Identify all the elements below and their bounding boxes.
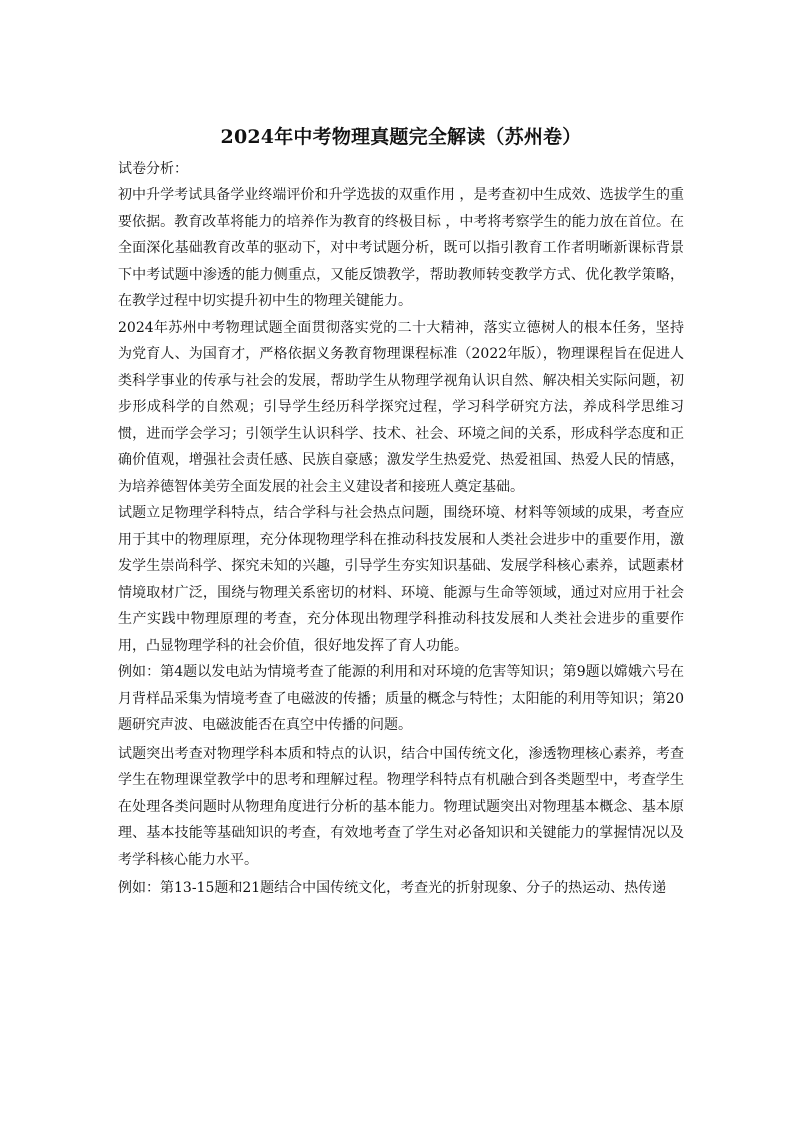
section-heading: 试卷分析：: [118, 161, 188, 177]
document-title: 2024年中考物理真题完全解读（苏州卷）: [220, 126, 582, 148]
paragraph-core-literacy: 试题突出考查对物理学科本质和特点的认识，结合中国传统文化，渗透物理核心素养，考查学生在物理课堂教学中的思考和理解过程。物理学科特点有机融合到各类题型中，考查学生在处理各类问题时从物理角度进行分析的基本能力。物理试题突出对物理基本概念、基本原理、基本技能等基础知识的考查，有效地考查了学生对必备知识和关键能力的掌握情况以及考学科核心能力水平。: [118, 745, 684, 868]
paragraph-example-2: 例如：第13-15题和21题结合中国传统文化，考查光的折射现象、分子的热运动、热传递: [118, 880, 667, 896]
paragraph-discipline-features: 试题立足物理学科特点，结合学科与社会热点问题，围绕环境、材料等领域的成果，考查应用于其中的物理原理，充分体现物理学科在推动科技发展和人类社会进步中的重要作用，激发学生崇尚科学、探究未知的兴趣，引导学生夯实知识基础、发展学科核心素养，试题素材情境取材广泛，围绕与物理关系密切的材料、环境、能源与生命等领域，通过对应用于社会生产实践中物理原理的考查，充分体现出物理学科推动科技发展和人类社会进步的重要作用，凸显物理学科的社会价值，很好地发挥了育人功能。: [118, 505, 684, 654]
paragraph-example-1: 例如：第4题以发电站为情境考查了能源的利用和对环境的危害等知识；第9题以嫦娥六号在月背样品采集为情境考查了电磁波的传播；质量的概念与特性；太阳能的利用等知识；第20题研究声波、电磁波能否在真空中传播的问题。: [118, 664, 684, 733]
document-page: [118, 124, 684, 902]
paragraph-guiding-principles: 2024年苏州中考物理试题全面贯彻落实党的二十大精神，落实立德树人的根本任务，坚持为党育人、为国育才，严格依据义务教育物理课程标准（2022年版），物理课程旨在促进人类科学事业的传承与社会的发展，帮助学生从物理学视角认识自然、解决相关实际问题，初步形成科学的自然观；引导学生经历科学探究过程，学习科学研究方法，养成科学思维习惯，进而学会学习；引领学生认识科学、技术、社会、环境之间的关系，形成科学态度和正确价值观，增强社会责任感、民族自豪感；激发学生热爱党、热爱祖国、热爱人民的情感，为培养德智体美劳全面发展的社会主义建设者和接班人奠定基础。: [118, 319, 684, 495]
paragraph-intro: 初中升学考试具备学业终端评价和升学选拔的双重作用 ，是考查初中生成效、选拔学生的重要依据。教育改革将能力的培养作为教育的终极目标 ，中考将考察学生的能力放在首位。在全面深化基础教育改革的驱动下，对中考试题分析，既可以指引教育工作者明晰新课标背景下中考试题中渗透的能力侧重点，又能反馈教学，帮助教师转变教学方式、优化教学策略，在教学过程中切实提升初中生的物理关键能力。: [118, 187, 684, 309]
